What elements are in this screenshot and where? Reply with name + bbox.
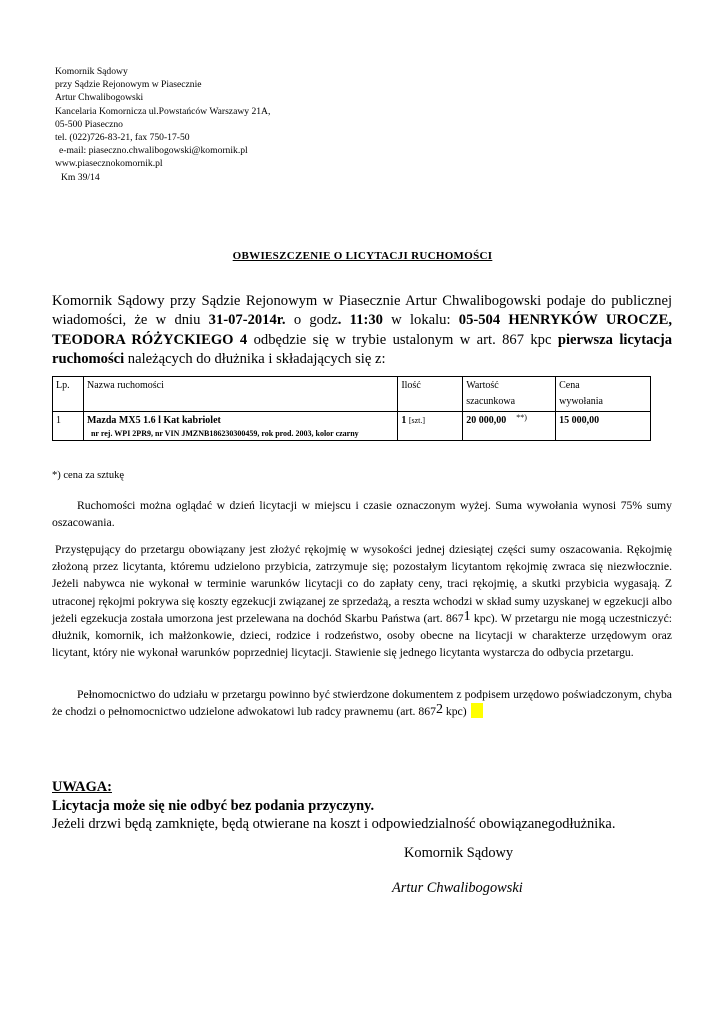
notice-heading: UWAGA: [52, 779, 112, 795]
document-title: OBWIESZCZENIE O LICYTACJI RUCHOMOŚCI [232, 250, 493, 262]
header-line: 05-500 Piaseczno [55, 118, 123, 130]
notice-section [52, 778, 615, 834]
intro-text: Komornik Sądowy przy Sądzie Rejonowym w Piasecznie Artur Chwalibogowski podaje do publicznej wiadomości, że w dniu [52, 293, 672, 329]
viewing-paragraph: Ruchomości można oglądać w dzień licytacji w miejscu i czasie oznaczonym wyżej. Suma wywołania wynosi 75% sumy oszacowania. [52, 499, 672, 530]
intro-text: w lokalu: [382, 312, 459, 329]
signature-name: Artur Chwalibogowski [392, 880, 523, 896]
table-header-row [53, 377, 651, 412]
signature-title: Komornik Sądowy [404, 845, 514, 861]
footnote: *) cena za sztukę [52, 470, 124, 481]
auction-type: pierwsza licytacja ruchomości [52, 331, 673, 368]
header-line: Komornik Sądowy [55, 66, 128, 77]
table-row [53, 412, 651, 441]
cell-price: 15 000,00 [556, 412, 651, 441]
col-header-lp: Lp. [53, 377, 84, 412]
proxy-paragraph: Pełnomocnictwo do udziału w przetargu powinno być stwierdzone dokumentem z podpisem urzędowo poświadczonym, chyba że chodzi o pełnomocnictwo udzielone adwokatowi lub radcy prawnemu (art. 8672 kpc) [52, 688, 672, 719]
case-number: Km 39/14 [61, 171, 100, 183]
intro-text: należących do dłużnika i składających się z: [124, 351, 386, 368]
cell-name [83, 412, 397, 441]
auction-place: 05-504 HENRYKÓW UROCZE, TEODORA RÓŻYCKIEGO 4 [52, 312, 672, 348]
header-line: Artur Chwalibogowski [55, 92, 144, 104]
item-details: nr rej. WPI 2PR9, nr VIN JMZNB186230300459, rok prod. 2003, kolor czarny [90, 429, 359, 438]
notice-line: Licytacja może się nie odbyć bez podania przyczyny. [52, 797, 375, 814]
item-name: Mazda MX5 1.6 l Kat kabriolet [86, 415, 221, 426]
items-table [52, 376, 651, 441]
cell-qty: 1 [szt.] [398, 412, 463, 441]
header-line: Kancelaria Komornicza ul.Powstańców Warszawy 21A, [55, 105, 271, 117]
deposit-paragraph: Przystępujący do przetargu obowiązany jest złożyć rękojmię w wysokości jednej dziesiątej części sumy oszacowania. Rękojmię złożoną przez licytanta, któremu udzielono przybicia, zatrzymuje się; pozostałym licytantom rękojmię zwraca się niezwłocznie. Jeżeli nabywca nie wykonał w terminie warunków licytacji co do zapłaty ceny, traci rękojmię, a skutki przybicia wygasają. Z utraconej rękojmi pokrywa się koszty egzekucji związanej ze sprzedażą, a reszta wchodzi w skład sumy uzyskanej w egzekucji albo jeżeli egzekucja została umorzona jest przelewana na dochód Skarbu Państwa (art. 8671 kpc). W przetargu nie mogą uczestniczyć: dłużnik, komornik, ich małżonkowie, dzieci, rodzice i rodzeństwo, osoby obecne na licytacji w charakterze urzędowym oraz licytant, który nie wykonał warunków poprzedniej licytacji. Stawienie się jednego licytanta wystarcza do odbycia przetargu. [52, 543, 673, 660]
auction-date: 31-07-2014r. [208, 312, 286, 329]
notice-line: Jeżeli drzwi będą zamknięte, będą otwierane na koszt i odpowiedzialność obowiązanegodłużnika. [52, 816, 616, 832]
header-email: e-mail: piaseczno.chwalibogowski@komornik.pl [59, 145, 248, 157]
intro-text: o godz [285, 312, 338, 329]
cell-value: 20 000,00 **) [463, 412, 556, 441]
col-header-price: Cena wywołania [556, 377, 651, 412]
intro-paragraph [52, 292, 672, 370]
header-line: przy Sądzie Rejonowym w Piasecznie [55, 79, 202, 91]
header-line: tel. (022)726-83-21, fax 750-17-50 [55, 132, 190, 144]
auction-time: . 11:30 [337, 312, 383, 329]
highlight-mark [471, 703, 483, 718]
header-website: www.piasecznokomornik.pl [55, 158, 163, 170]
col-header-qty: Ilość [398, 377, 463, 412]
col-header-name: Nazwa ruchomości [83, 377, 397, 412]
col-header-value: Wartość szacunkowa [463, 377, 556, 412]
bailiff-header [55, 65, 270, 184]
cell-lp: 1 [53, 412, 84, 441]
intro-text: odbędzie się w trybie ustalonym w art. 867 kpc [247, 331, 558, 348]
